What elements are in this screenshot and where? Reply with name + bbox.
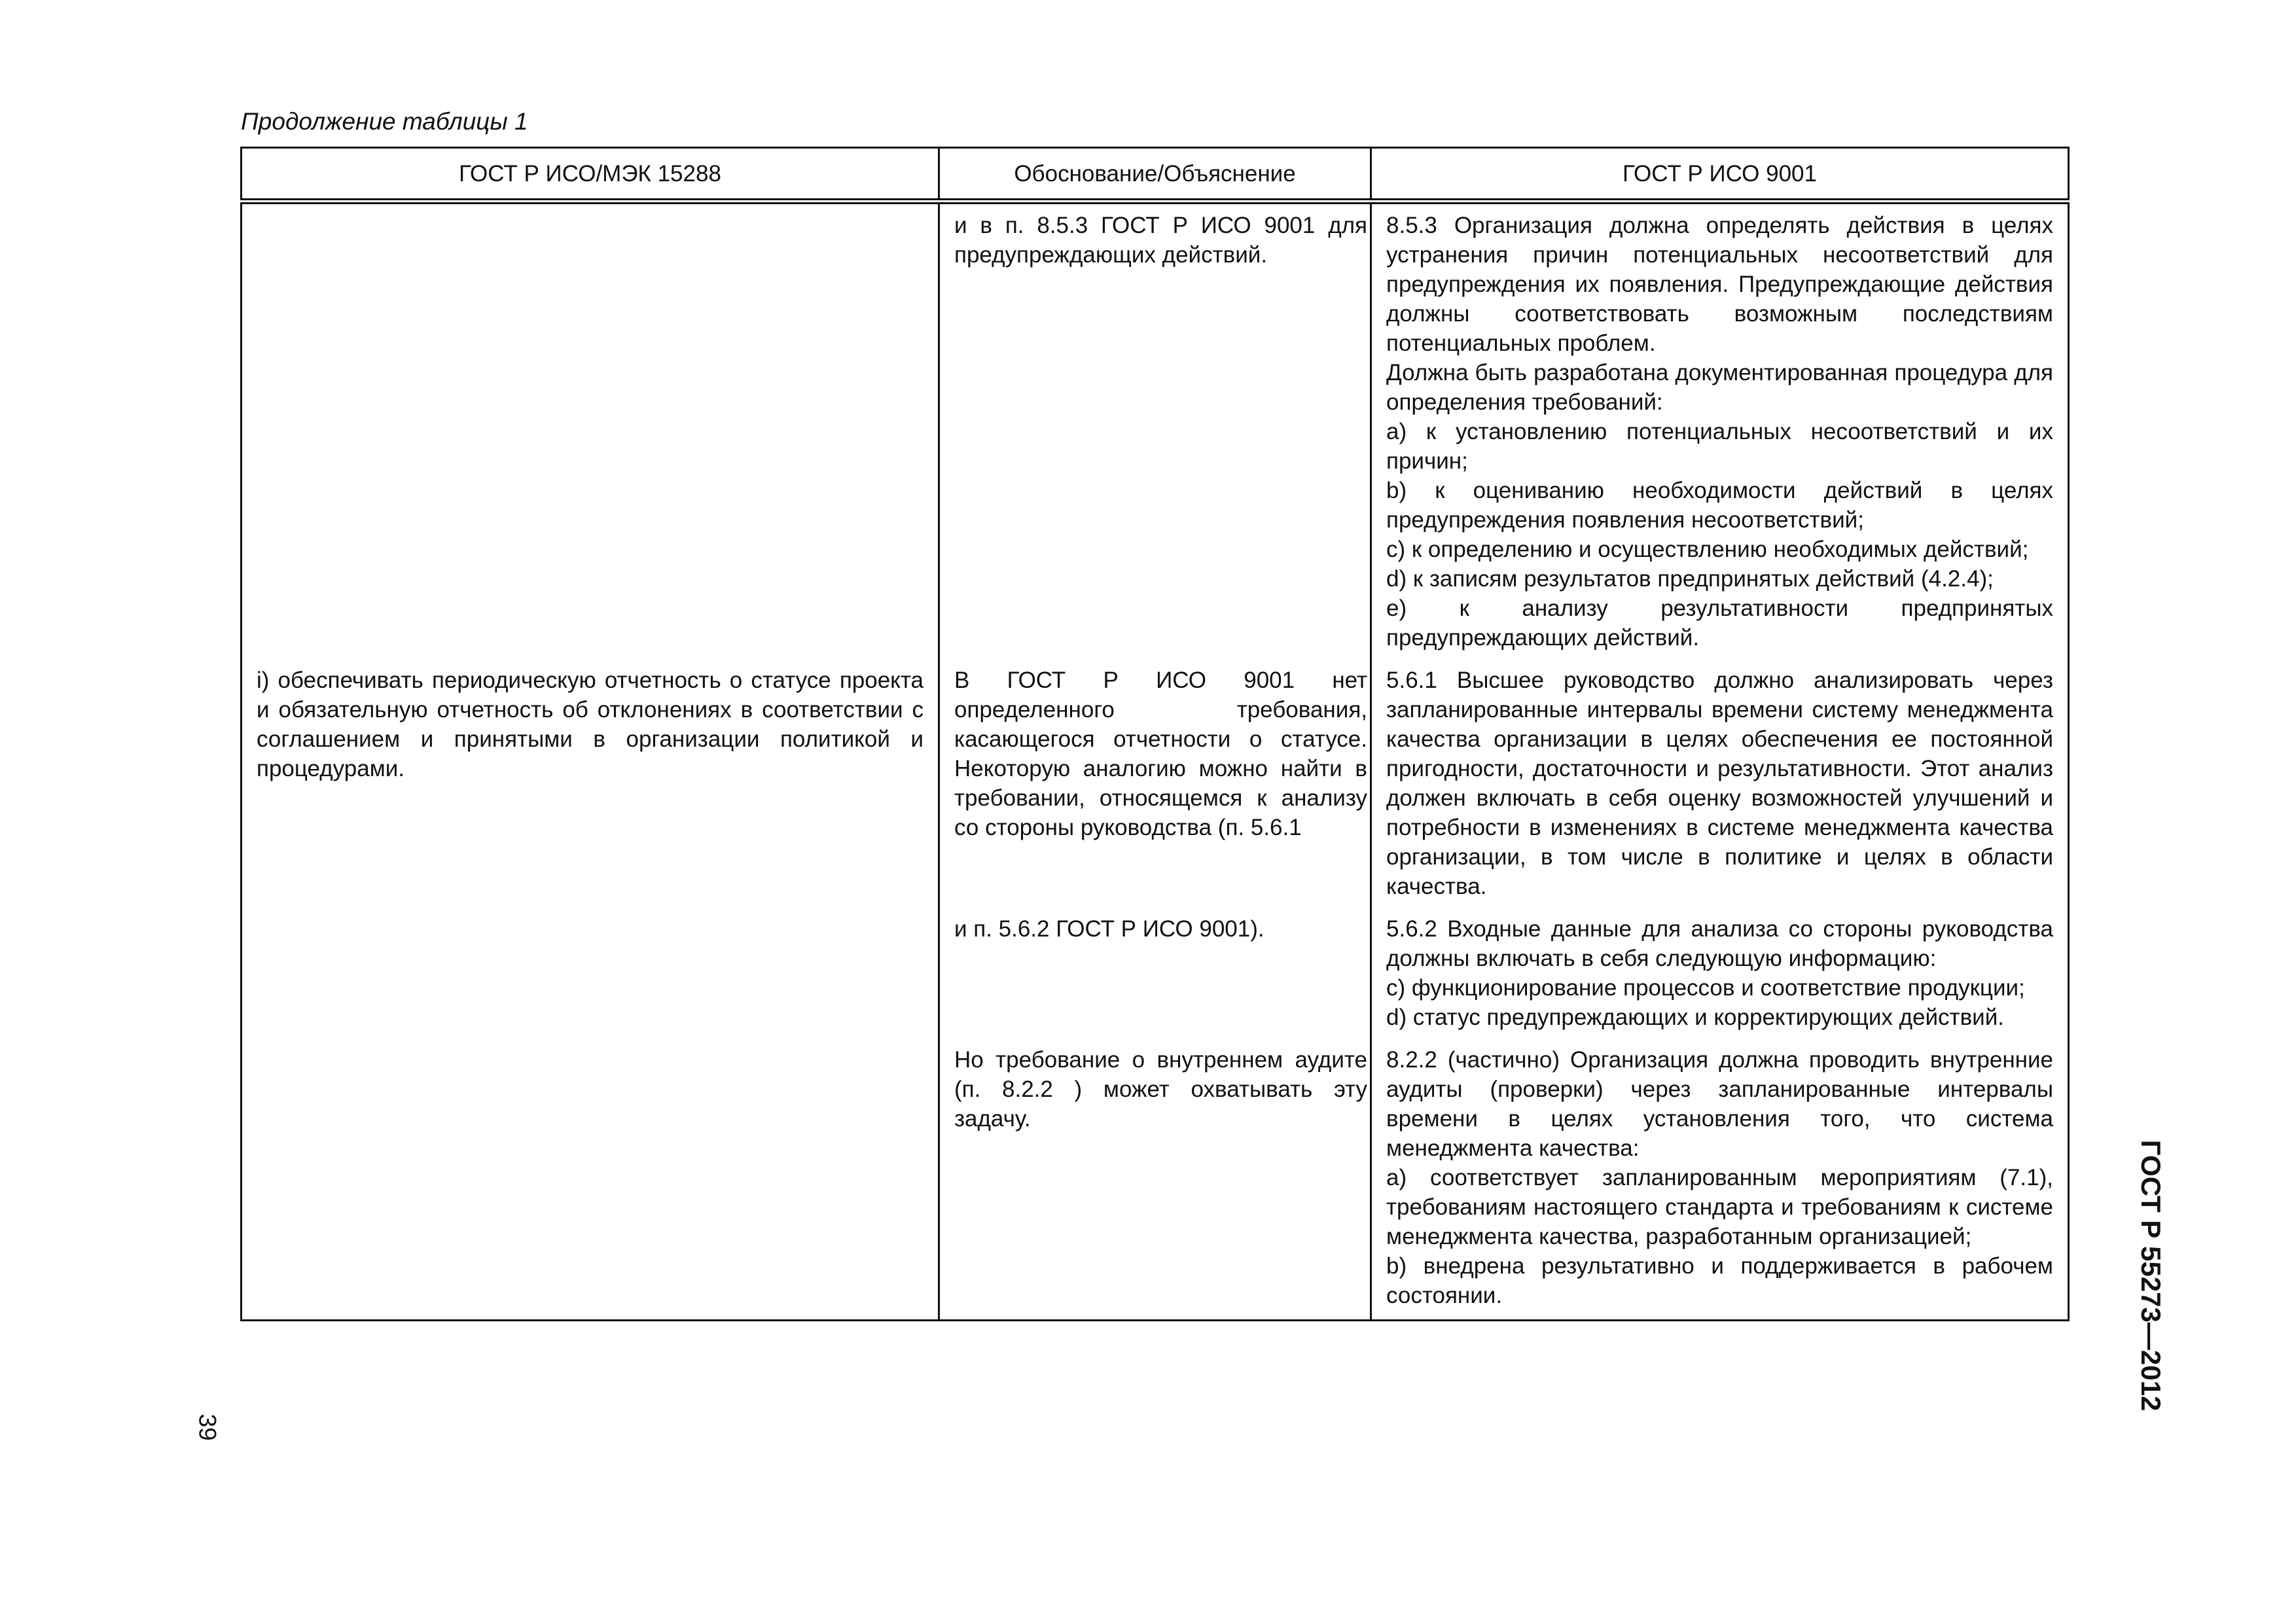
list-item: c) функционирование процессов и соответствие продукции; (1386, 975, 2025, 1001)
table-row (242, 659, 2069, 908)
cell-15288: i) обеспечивать периодическую отчетность о статусе проекта и обязательную отчетность об отклонениях в соответствии с соглашением и принятыми в организации политикой и процедурами. (242, 659, 939, 908)
cell-15288 (242, 202, 939, 660)
cell-15288 (242, 1039, 939, 1321)
table-caption: Продолжение таблицы 1 (241, 108, 528, 135)
cell-9001 (1371, 202, 2069, 660)
header-gost-iso-iec-15288: ГОСТ Р ИСО/МЭК 15288 (242, 148, 939, 202)
list-item: a) к установлению потенциальных несоответствий и их причин; (1386, 419, 2053, 474)
table-header-row (242, 148, 2069, 202)
list-item: a) соответствует запланированным мероприятиям (7.1), требованиям настоящего стандарта и требованиям к системе менеджмента качества, разработанным организацией; (1386, 1165, 2053, 1249)
paragraph: 5.6.2 Входные данные для анализа со стороны руководства должны включать в себя следующую информацию: (1386, 916, 2053, 971)
list-item: b) внедрена результативно и поддерживается в рабочем состоянии. (1386, 1253, 2053, 1308)
cell-9001 (1371, 1039, 2069, 1321)
table-row (242, 202, 2069, 660)
document-code-text: ГОСТ Р 55273—2012 (2136, 1139, 2166, 1412)
cell-15288 (242, 908, 939, 1039)
comparison-table (240, 147, 2070, 1321)
table-row (242, 908, 2069, 1039)
list-item: c) к определению и осуществлению необходимых действий; (1386, 537, 2029, 562)
page-number: 39 (194, 1414, 221, 1441)
cell-justification: В ГОСТ Р ИСО 9001 нет определенного требования, касающегося отчетности о статусе. Некоторую аналогию можно найти в требовании, относящемся к анализу со стороны руководства (п. 5.6.1 (939, 659, 1371, 908)
list-item: e) к анализу результативности предпринятых предупреждающих действий. (1386, 596, 2053, 651)
header-gost-iso-9001: ГОСТ Р ИСО 9001 (1371, 148, 2069, 202)
cell-justification: и п. 5.6.2 ГОСТ Р ИСО 9001). (939, 908, 1371, 1039)
cell-justification: и в п. 8.5.3 ГОСТ Р ИСО 9001 для предупреждающих действий. (939, 202, 1371, 660)
cell-justification: Но требование о внутреннем аудите (п. 8.2.2 ) может охватывать эту задачу. (939, 1039, 1371, 1321)
paragraph: Должна быть разработана документированная процедура для определения требований: (1386, 360, 2053, 415)
cell-9001 (1371, 908, 2069, 1039)
paragraph: 5.6.1 Высшее руководство должно анализировать через запланированные интервалы времени систему менеджмента качества организации в целях обеспечения ее постоянной пригодности, достаточности и результативности. Этот анализ должен включать в себя оценку возможностей улучшений и потребности в изменениях в системе менеджмента качества организации, в том числе в политике и целях в области качества. (1386, 668, 2053, 899)
paragraph: 8.2.2 (частично) Организация должна проводить внутренние аудиты (проверки) через запланированные интервалы времени в целях установления того, что система менеджмента качества: (1386, 1047, 2053, 1161)
list-item: b) к оцениванию необходимости действий в целях предупреждения появления несоответствий; (1386, 478, 2053, 533)
list-item: d) к записям результатов предпринятых действий (4.2.4); (1386, 566, 1994, 592)
paragraph: 8.5.3 Организация должна определять действия в целях устранения причин потенциальных несоответствий для предупреждения их появления. Предупреждающие действия должны соответствовать возможным последствиям потенциальных проблем. (1386, 213, 2053, 356)
header-justification: Обоснование/Объяснение (939, 148, 1371, 202)
cell-9001 (1371, 659, 2069, 908)
list-item: d) статус предупреждающих и корректирующих действий. (1386, 1005, 2004, 1030)
table-row (242, 1039, 2069, 1321)
